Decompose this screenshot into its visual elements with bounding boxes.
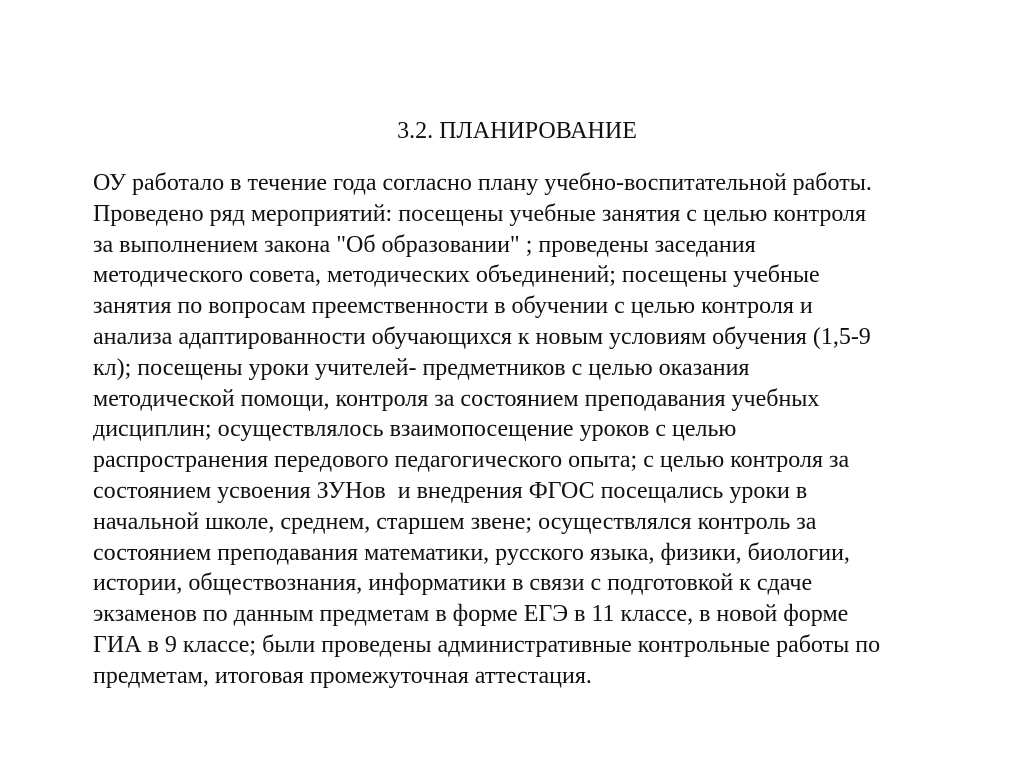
body-line: за выполнением закона "Об образовании" ; проведены заседания [93, 231, 756, 258]
body-line: начальной школе, среднем, старшем звене; осуществлялся контроль за [93, 508, 817, 535]
body-line: предметам, итоговая промежуточная аттестация. [93, 662, 592, 689]
body-line: кл); посещены уроки учителей- предметников с целью оказания [93, 354, 750, 381]
body-line: состоянием усвоения ЗУНов и внедрения ФГОС посещались уроки в [93, 477, 808, 504]
body-line: Проведено ряд мероприятий: посещены учебные занятия с целью контроля [93, 200, 867, 227]
body-line: методической помощи, контроля за состоянием преподавания учебных [93, 385, 820, 412]
body-line: ОУ работало в течение года согласно плану учебно-воспитательной работы. [93, 170, 872, 196]
body-line: истории, обществознания, информатики в связи с подготовкой к сдаче [93, 570, 813, 597]
slide-title: 3.2. ПЛАНИРОВАНИЕ [397, 118, 637, 144]
body-paragraph [93, 168, 953, 692]
body-line: экзаменов по данным предметам в форме ЕГЭ в 11 классе, в новой форме [93, 601, 849, 628]
body-line: распространения передового педагогического опыта; с целью контроля за [93, 447, 850, 474]
body-line: состоянием преподавания математики, русского языка, физики, биологии, [93, 539, 850, 566]
body-line: занятия по вопросам преемственности в обучении с целью контроля и [93, 293, 813, 320]
body-line: методического совета, методических объединений; посещены учебные [93, 262, 820, 289]
body-line: дисциплин; осуществлялось взаимопосещение уроков с целью [93, 416, 737, 443]
body-line: ГИА в 9 классе; были проведены административные контрольные работы по [93, 631, 881, 658]
body-line: анализа адаптированности обучающихся к новым условиям обучения (1,5-9 [93, 323, 871, 350]
